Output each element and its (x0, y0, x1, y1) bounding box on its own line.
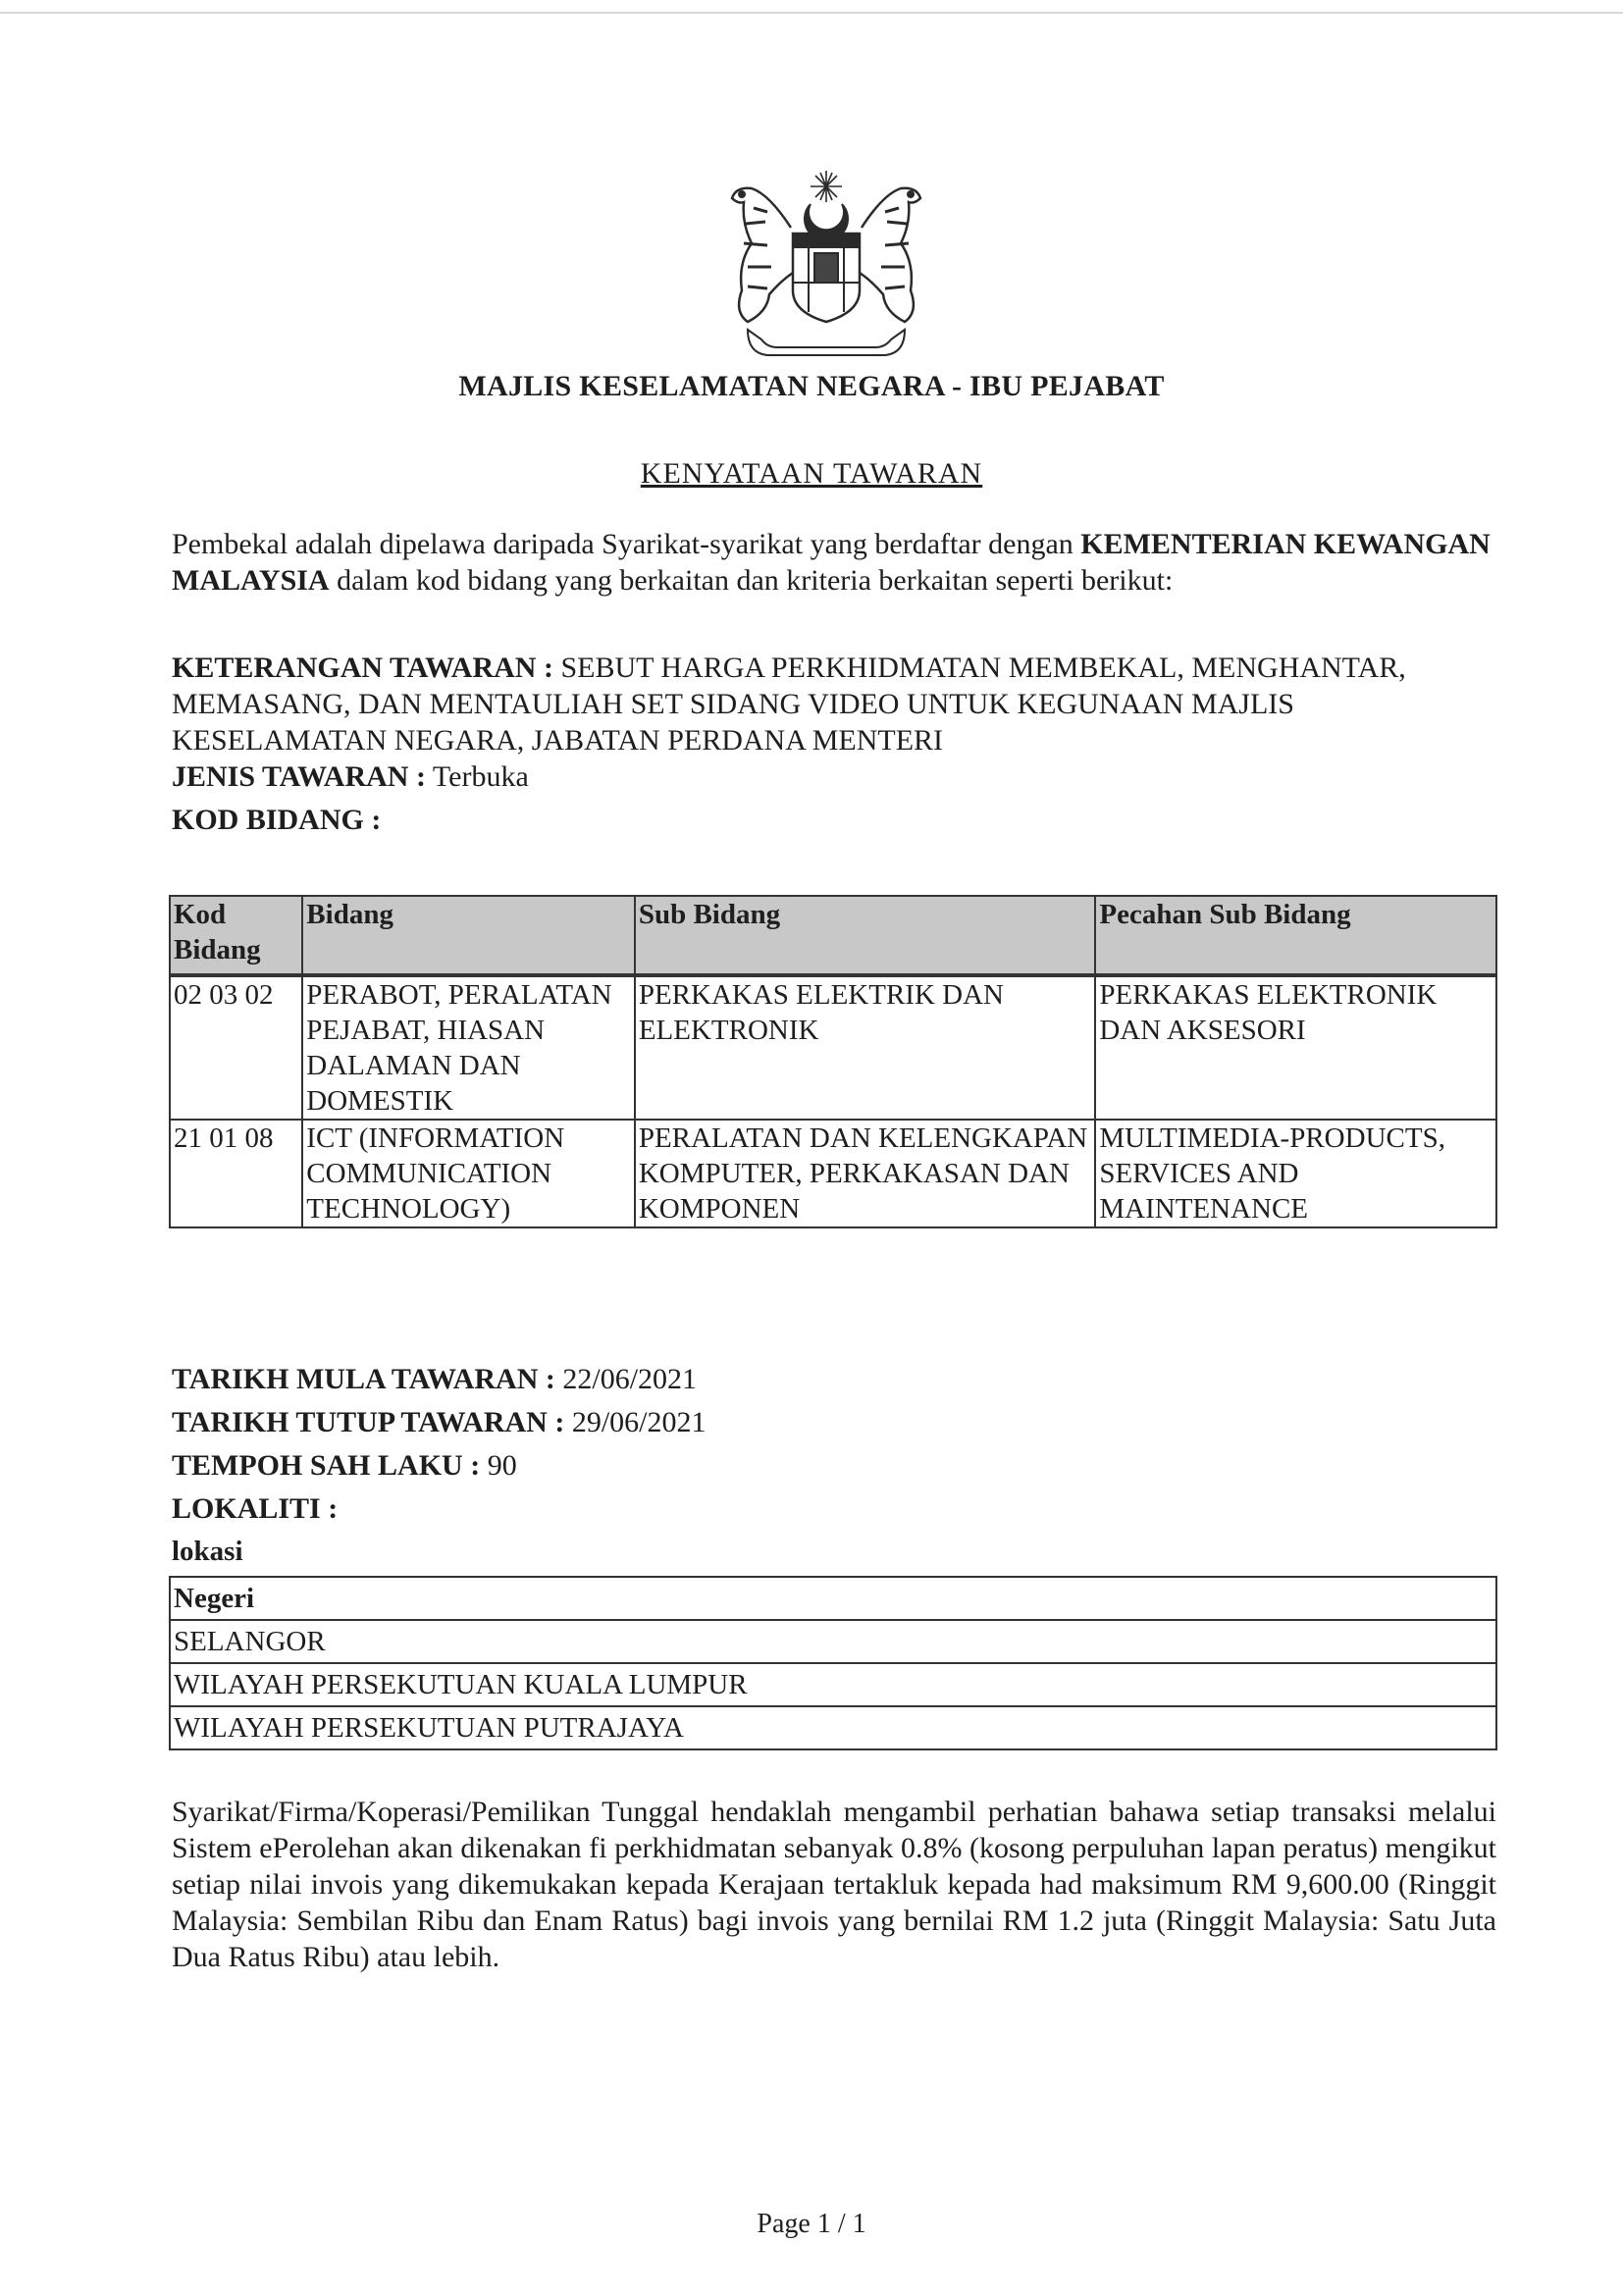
column-header-bidang: Bidang (302, 896, 635, 975)
jenis-tawaran-line (172, 758, 529, 795)
lokasi-label: lokasi (172, 1536, 243, 1567)
cell-negeri: SELANGOR (170, 1620, 1496, 1663)
table-row (170, 1663, 1496, 1706)
table-row (170, 1620, 1496, 1663)
table-row (170, 1120, 1496, 1227)
column-header-negeri: Negeri (170, 1577, 1496, 1620)
column-header-pecahan: Pecahan Sub Bidang (1095, 896, 1496, 975)
cell-sub-bidang: PERKAKAS ELEKTRIK DAN ELEKTRONIK (635, 975, 1096, 1120)
cell-negeri: WILAYAH PERSEKUTUAN KUALA LUMPUR (170, 1663, 1496, 1706)
jenis-label: JENIS TAWARAN : (172, 760, 426, 793)
tarikh-tutup-value: 29/06/2021 (564, 1406, 707, 1438)
tarikh-mula-label: TARIKH MULA TAWARAN : (172, 1363, 555, 1395)
page-number: Page 1 / 1 (757, 2209, 866, 2239)
intro-text-before: Pembekal adalah dipelawa daripada Syarikat-syarikat yang berdaftar dengan (172, 528, 1081, 560)
ministry-name: KEMENTERIAN KEWANGAN MALAYSIA (172, 528, 1491, 597)
cell-sub-bidang: PERALATAN DAN KELENGKAPAN KOMPUTER, PERKAKASAN DAN KOMPONEN (635, 1120, 1096, 1227)
tarikh-tutup-label: TARIKH TUTUP TAWARAN : (172, 1406, 565, 1438)
column-header-sub-bidang: Sub Bidang (635, 896, 1096, 975)
tempoh-label: TEMPOH SAH LAKU : (172, 1449, 481, 1482)
intro-paragraph (172, 526, 1496, 599)
cell-kod: 21 01 08 (170, 1120, 302, 1227)
cell-negeri: WILAYAH PERSEKUTUAN PUTRAJAYA (170, 1706, 1496, 1749)
keterangan-value: SEBUT HARGA PERKHIDMATAN MEMBEKAL, MENGHANTAR, MEMASANG, DAN MENTAULIAH SET SIDANG VIDEO UNTUK KEGUNAAN MAJLIS KESELAMATAN NEGARA, JABATAN PERDANA MENTERI (172, 652, 1406, 757)
cell-kod: 02 03 02 (170, 975, 302, 1120)
tarikh-tutup-line (172, 1404, 707, 1440)
table-row (170, 975, 1496, 1120)
location-table (169, 1576, 1497, 1750)
table-header-row (170, 1577, 1496, 1620)
coat-of-arms-emblem (708, 165, 944, 373)
cell-pecahan: PERKAKAS ELEKTRONIK DAN AKSESORI (1095, 975, 1496, 1120)
tempoh-line (172, 1447, 517, 1484)
jenis-value: Terbuka (425, 760, 529, 793)
cell-pecahan: MULTIMEDIA-PRODUCTS, SERVICES AND MAINTENANCE (1095, 1120, 1496, 1227)
document-title: KENYATAAN TAWARAN (640, 457, 983, 490)
organization-title: MAJLIS KESELAMATAN NEGARA - IBU PEJABAT (458, 370, 1165, 402)
tarikh-mula-value: 22/06/2021 (554, 1363, 698, 1395)
kod-bidang-label: KOD BIDANG : (172, 804, 382, 836)
cell-bidang: PERABOT, PERALATAN PEJABAT, HIASAN DALAMAN DAN DOMESTIK (302, 975, 635, 1120)
kod-bidang-table (169, 895, 1497, 1228)
column-header-kod: Kod Bidang (170, 896, 302, 975)
tarikh-mula-line (172, 1361, 697, 1397)
intro-text-after: dalam kod bidang yang berkaitan dan kriteria berkaitan seperti berikut: (329, 564, 1174, 597)
cell-bidang: ICT (INFORMATION COMMUNICATION TECHNOLOGY) (302, 1120, 635, 1227)
tempoh-value: 90 (480, 1449, 517, 1482)
table-row (170, 1706, 1496, 1749)
table-header-row (170, 896, 1496, 975)
lokaliti-label: LOKALITI : (172, 1492, 339, 1525)
service-fee-notice: Syarikat/Firma/Koperasi/Pemilikan Tunggal hendaklah mengambil perhatian bahawa setiap transaksi melalui Sistem ePerolehan akan dikenakan fi perkhidmatan sebanyak 0.8% (kosong perpuluhan lapan peratus) mengikut setiap nilai invois yang dikemukakan kepada Kerajaan tertakluk kepada had maksimum RM 9,600.00 (Ringgit Malaysia: Sembilan Ribu dan Enam Ratus) bagi invois yang bernilai RM 1.2 juta (Ringgit Malaysia: Satu Juta Dua Ratus Ribu) atau lebih. (172, 1796, 1496, 1973)
keterangan-label: KETERANGAN TAWARAN : (172, 652, 553, 684)
tender-description (172, 650, 1496, 758)
